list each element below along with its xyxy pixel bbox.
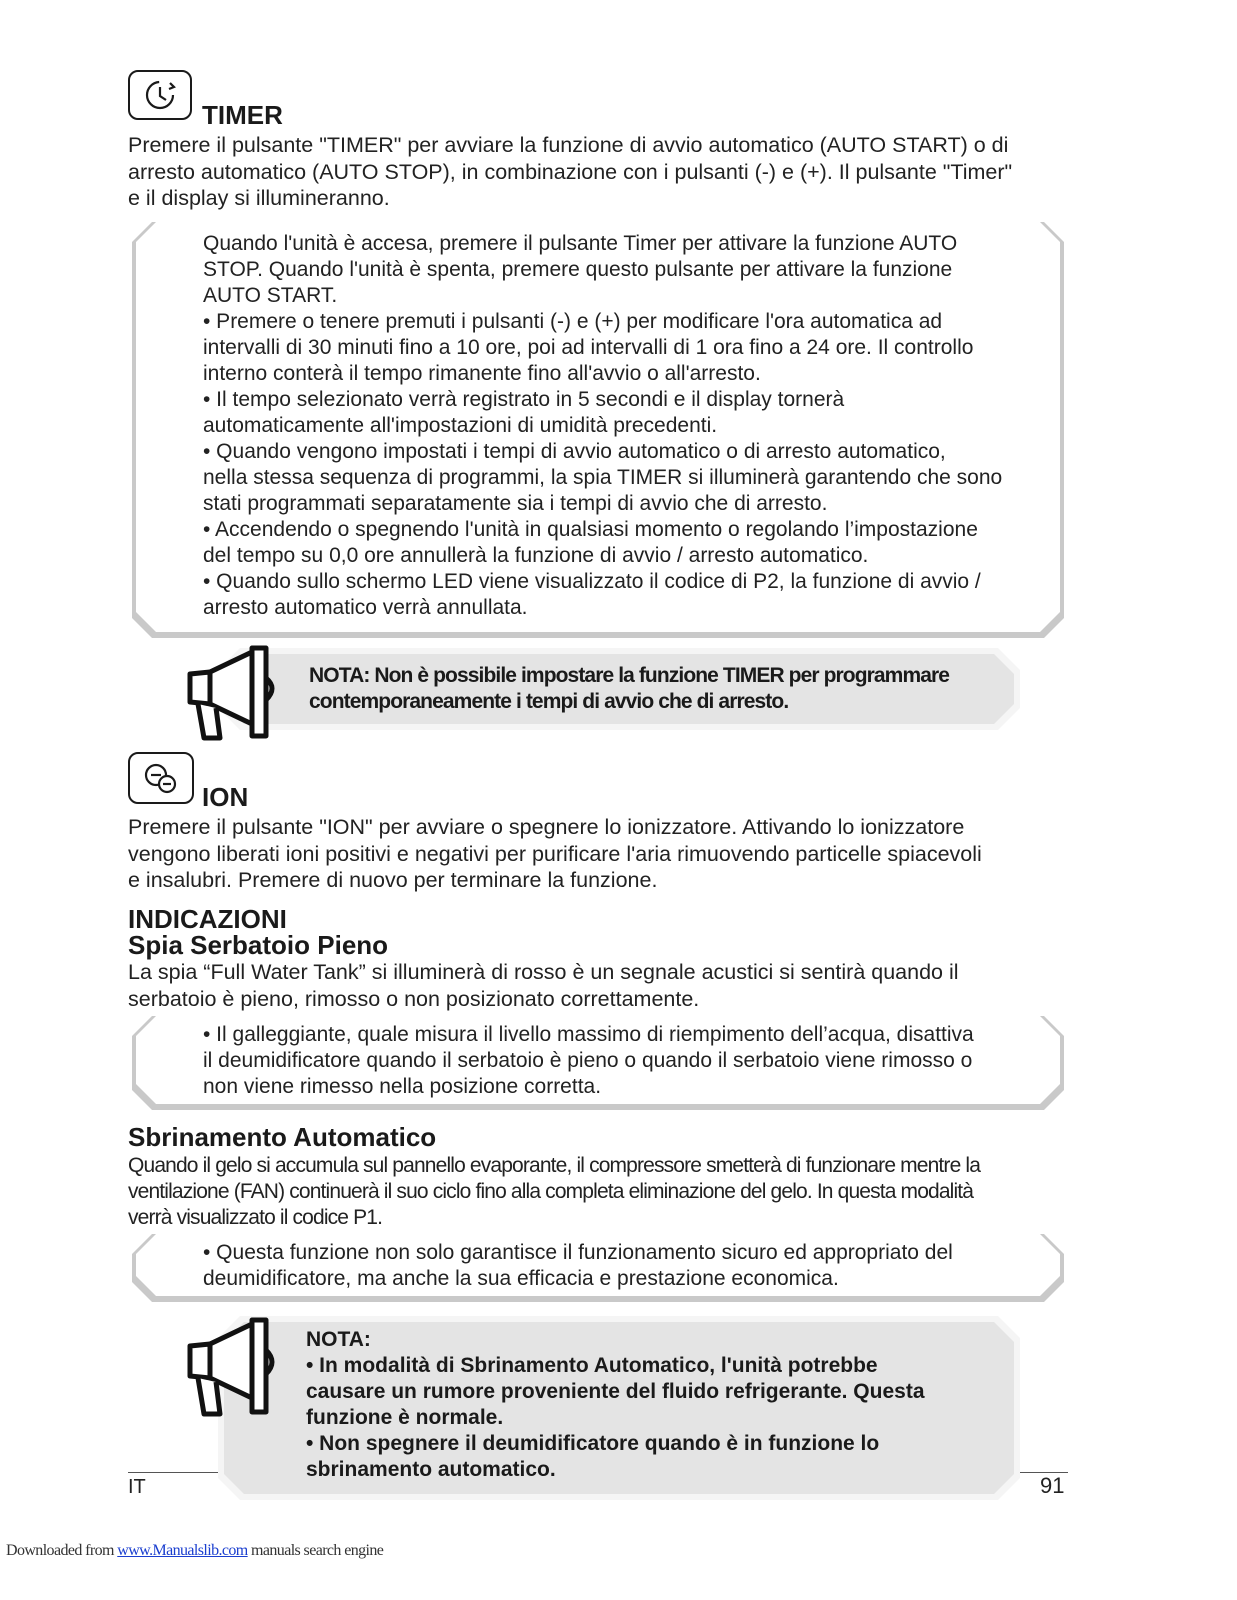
indicazioni-heading: INDICAZIONI xyxy=(128,904,287,934)
megaphone-icon xyxy=(182,642,282,742)
text-line: • In modalità di Sbrinamento Automatico, l'unità potrebbe xyxy=(306,1354,878,1377)
credit-prefix: Downloaded from xyxy=(6,1542,118,1559)
ion-icon xyxy=(128,752,194,804)
sbrinamento-note-text xyxy=(306,1327,1006,1483)
text-line: AUTO START. xyxy=(203,284,338,307)
page-number: 91 xyxy=(1040,1473,1065,1498)
text-line: sbrinamento automatico. xyxy=(306,1458,556,1481)
megaphone-icon xyxy=(182,1314,282,1418)
ion-intro xyxy=(128,814,1088,894)
text-line: causare un rumore proveniente del fluido refrigerante. Questa xyxy=(306,1380,925,1403)
spia-serbatoio-heading: Spia Serbatoio Pieno xyxy=(128,930,389,960)
text-line: Premere il pulsante "TIMER" per avviare la funzione di avvio automatico (AUTO START) o di xyxy=(128,133,1009,157)
text-line: deumidificatore, ma anche la sua efficacia e prestazione economica. xyxy=(203,1267,839,1290)
text-line: • Premere o tenere premuti i pulsanti (-) e (+) per modificare l'ora automatica ad xyxy=(203,310,943,333)
text-line: • Il galleggiante, quale misura il livello massimo di riempimento dell’acqua, disattiva xyxy=(203,1023,974,1046)
credit-suffix: manuals search engine xyxy=(247,1542,384,1559)
manualslib-link[interactable]: www.Manualslib.com xyxy=(117,1542,248,1559)
text-line: NOTA: xyxy=(306,1328,371,1351)
text-line: arresto automatico verrà annullata. xyxy=(203,596,528,619)
download-credit xyxy=(6,1542,383,1560)
timer-card-text xyxy=(203,231,1053,621)
sbrinamento-text xyxy=(128,1153,1088,1231)
text-line: non viene rimesso nella posizione corretta. xyxy=(203,1075,602,1098)
sbrinamento-card-text xyxy=(203,1240,1053,1292)
text-line: il deumidificatore quando il serbatoio è pieno o quando il serbatoio viene rimosso o xyxy=(203,1049,973,1072)
spia-serbatoio-text xyxy=(128,959,1088,1012)
text-line: verrà visualizzato il codice P1. xyxy=(128,1206,383,1229)
text-line: funzione è normale. xyxy=(306,1406,504,1429)
timer-note-text xyxy=(309,663,1009,715)
text-line: vengono liberati ioni positivi e negativi per purificare l'aria rimuovendo particelle spiacevoli xyxy=(128,841,982,866)
text-line: Quando l'unità è accesa, premere il pulsante Timer per attivare la funzione AUTO xyxy=(203,232,958,255)
text-line: stati programmati separatamente sia i tempi di avvio che di arresto. xyxy=(203,492,828,515)
text-line: • Accendendo o spegnendo l'unità in qualsiasi momento o regolando l’impostazione xyxy=(203,518,978,541)
text-line: • Il tempo selezionato verrà registrato in 5 secondi e il display tornerà xyxy=(203,388,845,411)
text-line: del tempo su 0,0 ore annullerà la funzione di avvio / arresto automatico. xyxy=(203,544,869,567)
text-line: Premere il pulsante "ION" per avviare o spegnere lo ionizzatore. Attivando lo ionizzatore xyxy=(128,815,965,839)
text-line: interno conterà il tempo rimanente fino all'avvio o all'arresto. xyxy=(203,362,761,385)
timer-heading: TIMER xyxy=(202,100,283,130)
text-line: intervalli di 30 minuti fino a 10 ore, poi ad intervalli di 1 ora fino a 24 ore. Il controllo xyxy=(203,336,974,359)
text-line: contemporaneamente i tempi di avvio che di arresto. xyxy=(309,690,789,713)
text-line: • Questa funzione non solo garantisce il funzionamento sicuro ed appropriato del xyxy=(203,1241,953,1264)
text-line: automaticamente all'impostazioni di umidità precedenti. xyxy=(203,414,718,437)
text-line: • Quando sullo schermo LED viene visualizzato il codice di P2, la funzione di avvio / xyxy=(203,570,981,593)
timer-intro xyxy=(128,132,1088,212)
text-line: nella stessa sequenza di programmi, la spia TIMER si illuminerà garantendo che sono xyxy=(203,466,1003,489)
text-line: ventilazione (FAN) continuerà il suo ciclo fino alla completa eliminazione del gelo. In questa modalità xyxy=(128,1180,974,1203)
text-line: NOTA: Non è possibile impostare la funzione TIMER per programmare xyxy=(309,664,950,687)
sbrinamento-heading: Sbrinamento Automatico xyxy=(128,1122,437,1152)
ion-heading: ION xyxy=(202,782,249,812)
footer-lang: IT xyxy=(128,1476,146,1498)
text-line: e il display si illumineranno. xyxy=(128,186,390,210)
timer-icon xyxy=(128,70,192,120)
text-line: • Quando vengono impostati i tempi di avvio automatico o di arresto automatico, xyxy=(203,440,946,463)
text-line: e insalubri. Premere di nuovo per terminare la funzione. xyxy=(128,868,658,892)
text-line: Quando il gelo si accumula sul pannello evaporante, il compressore smetterà di funzionare mentre la xyxy=(128,1154,981,1177)
text-line: • Non spegnere il deumidificatore quando è in funzione lo xyxy=(306,1432,880,1455)
serbatoio-card-text xyxy=(203,1022,1053,1100)
text-line: arresto automatico (AUTO STOP), in combinazione con i pulsanti (-) e (+). Il pulsante "Timer" xyxy=(128,159,1013,184)
text-line: serbatoio è pieno, rimosso o non posizionato correttamente. xyxy=(128,986,700,1011)
text-line: STOP. Quando l'unità è spenta, premere questo pulsante per attivare la funzione xyxy=(203,258,953,281)
text-line: La spia “Full Water Tank” si illuminerà di rosso è un segnale acustici si sentirà quando il xyxy=(128,960,959,984)
